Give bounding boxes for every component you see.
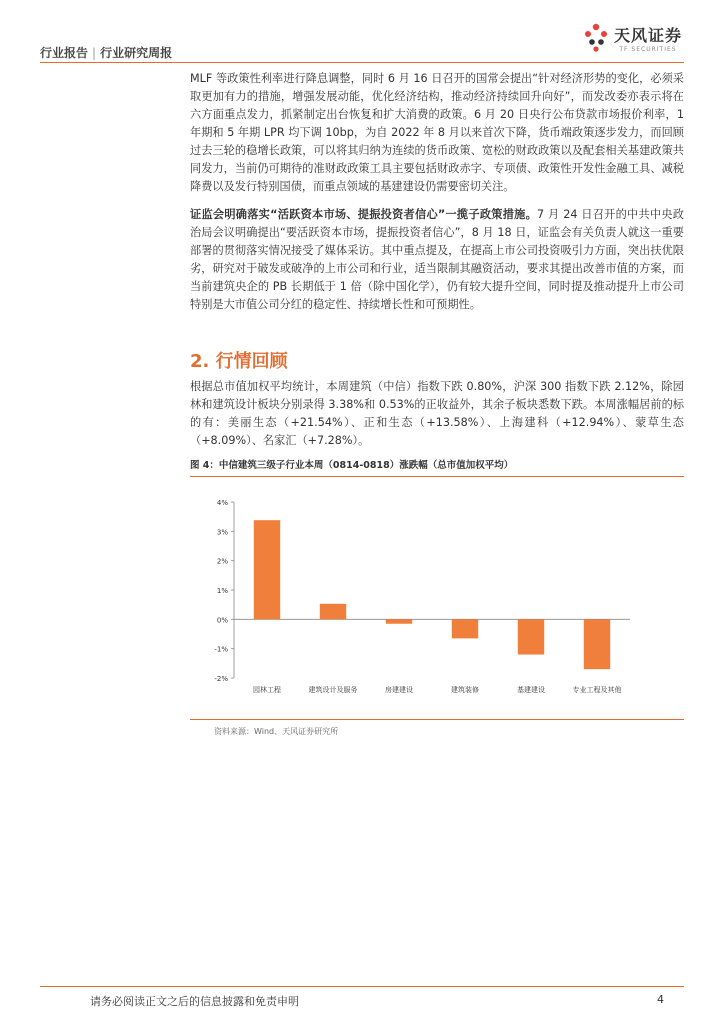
y-tick-label: -2% bbox=[214, 675, 228, 683]
bar-0 bbox=[254, 520, 280, 619]
figure-title-bar bbox=[190, 458, 684, 477]
x-labels bbox=[253, 685, 622, 694]
y-tick-label: 4% bbox=[216, 499, 228, 507]
bar-4 bbox=[518, 619, 544, 654]
figure-bottom-divider bbox=[190, 719, 684, 720]
header-divider bbox=[40, 62, 684, 63]
paragraph-policy bbox=[190, 70, 684, 196]
body-content bbox=[190, 70, 684, 324]
bar-2 bbox=[386, 619, 412, 623]
x-tick-label: 建筑装修 bbox=[451, 686, 479, 694]
y-tick-label: 0% bbox=[216, 616, 228, 625]
paragraph-csrc bbox=[190, 206, 684, 314]
section-title: 2. 行情回顾 bbox=[190, 351, 288, 372]
logo-mark-icon bbox=[582, 22, 610, 54]
bar-chart bbox=[190, 480, 684, 716]
logo-name: 天风证券 bbox=[613, 26, 682, 45]
y-tick-label: -1% bbox=[214, 645, 228, 654]
bars-group bbox=[254, 520, 610, 669]
report-header bbox=[40, 44, 172, 61]
paragraph-market-review: 根据总市值加权平均统计，本周建筑（中信）指数下跌 0.80%，沪深 300 指数下跌 2.12%，除园林和建筑设计板块分别录得 3.38%和 0.53%的正收益外，其余子板块悉数下跌。本周涨幅居前的标的有：美丽生态（+21.54%）、正和生态（+13.58%）、上海建科（+12.94%）、蒙草生态（+8.09%）、名家汇（+7.28%）。 bbox=[190, 380, 684, 447]
header-subcategory: 行业研究周报 bbox=[100, 46, 173, 60]
y-tick-label: 3% bbox=[216, 528, 228, 537]
header-category: 行业报告 bbox=[40, 46, 89, 60]
figure-source: 资料来源：Wind、天风证券研究所 bbox=[214, 727, 339, 736]
paragraph-lead: 证监会明确落实“活跃资本市场、提振投资者信心”一揽子政策措施。 bbox=[190, 208, 538, 221]
y-tick-label: 2% bbox=[216, 557, 228, 566]
x-tick-label: 园林工程 bbox=[253, 686, 281, 694]
logo-subtitle: TF SECURITIES bbox=[619, 46, 677, 53]
x-tick-label: 专业工程及其他 bbox=[572, 686, 622, 694]
bar-3 bbox=[452, 619, 478, 638]
section-content bbox=[190, 378, 684, 460]
footer-disclaimer: 请务必阅读正文之后的信息披露和免责申明 bbox=[90, 995, 299, 1008]
footer-divider bbox=[40, 986, 684, 987]
header-separator: | bbox=[92, 46, 97, 60]
bar-5 bbox=[584, 619, 610, 669]
chart-svg bbox=[190, 480, 684, 716]
bar-1 bbox=[320, 604, 346, 620]
x-tick-label: 建筑设计及服务 bbox=[308, 686, 358, 694]
paragraph-text: 7 月 24 日召开的中共中央政治局会议明确提出“要活跃资本市场，提振投资者信心”，8 月 18 日，证监会有关负责人就这一重要部署的贯彻落实情况接受了媒体采访。其中重点提及，在提高上市公司投资吸引力方面，突出扶优限劣，研究对于破发或破净的上市公司和行业，适当限制其融资活动，要求其提出改善市值的方案，而当前建筑央企的 PB 长期低于 1 倍（除中国化学），仍有较大提升空间，同时提及推动提升上市公司特别是大市值公司分红的稳定性、持续增长性和可预期性。 bbox=[190, 208, 684, 311]
figure-title: 图 4：中信建筑三级子行业本周（0814-0818）涨跌幅（总市值加权平均） bbox=[190, 460, 514, 471]
page-number: 4 bbox=[657, 993, 664, 1006]
x-tick-label: 房建建设 bbox=[385, 686, 413, 694]
x-tick-label: 基建建设 bbox=[517, 686, 545, 694]
paragraph-text: MLF 等政策性利率进行降息调整，同时 6 月 16 日召开的国常会提出“针对经济形势的变化，必须采取更加有力的措施，增强发展动能，优化经济结构，推动经济持续回升向好”，而发改委亦表示将在六方面重点发力，抓紧制定出台恢复和扩大消费的政策。6 月 20 日央行公布贷款市场报价利率，1 年期和 5 年期 LPR 均下调 10bp，为自 2022 年 8 月以来首次下降，货币端政策逐步发力，而回顾过去三轮的稳增长政策，可以将其归纳为连续的货币政策、宽松的财政政策以及配套相关基建政策共同发力，当前仍可期待的准财政政策工具主要包括财政赤字、专项债、政策性开发性金融工具、减税降费以及发行特别国债，而重点领域的基建建设仍需要密切关注。 bbox=[190, 72, 684, 193]
y-tick-label: 1% bbox=[216, 587, 228, 595]
company-logo bbox=[582, 22, 682, 54]
